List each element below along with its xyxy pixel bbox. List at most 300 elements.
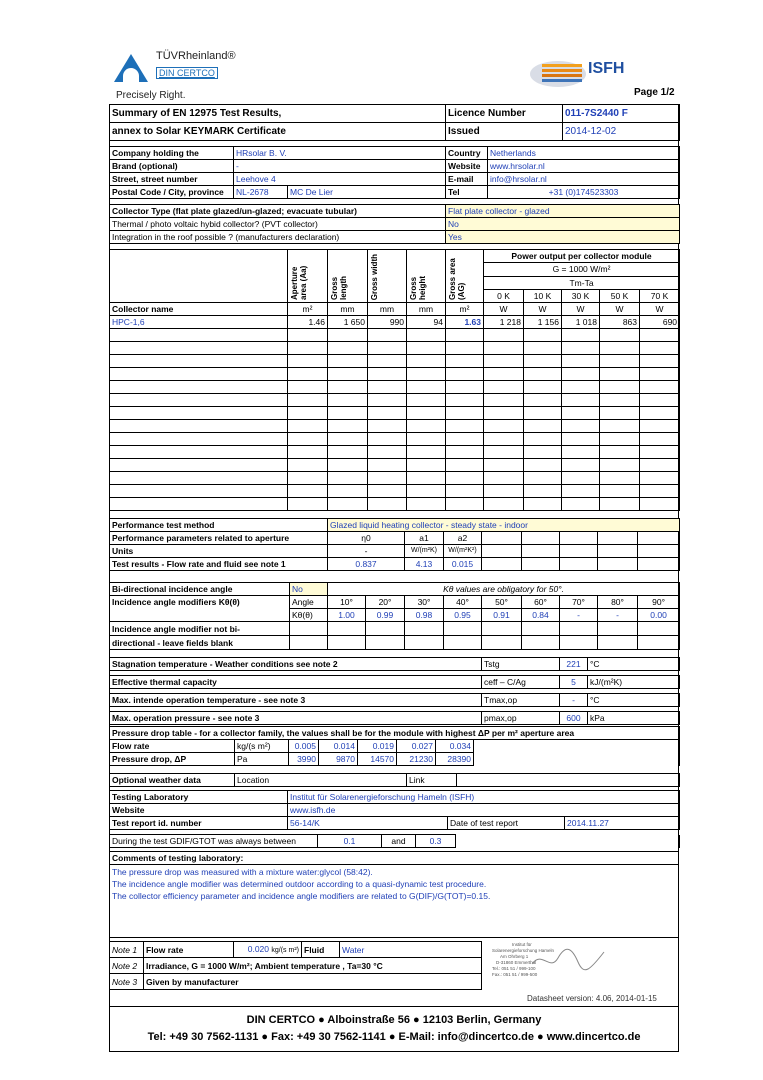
unit-cell: W [640,303,680,316]
collector-value-cell [328,355,368,368]
collector-name-cell [110,355,288,368]
note-2-text: Irradiance, G = 1000 W/m²; Ambient temperature , Ta=30 °C [144,958,482,974]
collector-value-cell [368,485,407,498]
param-eta0: η0 [328,532,405,545]
power-tmta: Tm-Ta [484,276,680,289]
flow-value-4: 0.027 [397,740,436,753]
collector-value-cell [328,394,368,407]
lab-stamp [484,942,604,986]
collector-name-cell [110,459,288,472]
collector-value-cell [446,355,484,368]
unit-cell: mm [407,303,446,316]
roof-label: Integration in the roof possible ? (manufacturers declaration) [110,231,446,244]
dp-value-4: 21230 [397,753,436,766]
collector-value-cell [640,472,680,485]
note-2-label: Note 2 [110,958,144,974]
collector-value-cell [288,381,328,394]
collector-value-cell [407,485,446,498]
tuv-logo-text: TÜVRheinland® [156,50,236,62]
collector-value-cell [446,446,484,459]
collector-row [110,420,680,433]
issued-label: Issued [446,123,563,141]
collector-value-cell [562,394,600,407]
collector-row [110,329,680,342]
collector-value-cell [368,394,407,407]
weather-block [109,773,680,787]
temp-2: 30 K [562,289,600,302]
collector-value-cell [600,342,640,355]
k-90: 0.00 [638,609,680,622]
isfh-sun-icon [528,52,588,90]
collector-value-cell [368,459,407,472]
dp-value-3: 14570 [358,753,397,766]
method-label: Performance test method [110,519,328,532]
collector-value-cell [368,472,407,485]
collector-name-cell [110,420,288,433]
collector-value-cell [640,381,680,394]
collector-value-cell [562,459,600,472]
collector-value-cell [600,446,640,459]
collector-value-cell [328,329,368,342]
collector-value-cell [600,329,640,342]
city-value: MC De Lier [288,186,446,199]
modifiers-label: Incidence angle modifiers Kθ(θ) [110,596,290,622]
note-1-label: Note 1 [110,942,144,958]
isfh-logo-text: ISFH [588,60,625,77]
collector-value-cell [446,472,484,485]
collector-name-cell [110,407,288,420]
unit-cell: m² [446,303,484,316]
gdif-high: 0.3 [416,835,456,848]
collector-value-cell [368,368,407,381]
collector-row [110,368,680,381]
collector-value-cell [288,342,328,355]
collector-value-cell: 1 018 [562,316,600,329]
angle-70: 70° [560,596,598,609]
stamp-line-3: Am Ohrberg 1 [500,954,529,959]
param-a2: a2 [444,532,482,545]
comment-line-2: The incidence angle modifier was determined outdoor according to a quasi-dynamic test procedure. [112,879,487,889]
angle-40: 40° [444,596,482,609]
collector-type-block [109,204,680,244]
collector-value-cell [328,342,368,355]
collector-value-cell [484,342,524,355]
k-label: Kθ(θ) [290,609,328,622]
collector-value-cell [562,355,600,368]
collector-value-cell [407,407,446,420]
collector-value-cell [484,368,524,381]
collector-row [110,394,680,407]
collector-value-cell [600,433,640,446]
note-1-text: Flow rate [144,942,234,958]
weather-label: Optional weather data [110,774,235,787]
collector-value-cell [407,459,446,472]
note-1-fluid-value: Water [340,942,482,958]
collector-value-cell [407,329,446,342]
flow-value-1: 0.005 [289,740,319,753]
result-a1: 4.13 [405,558,444,571]
angle-label: Angle [290,596,328,609]
street-value: Leehove 4 [234,173,446,186]
collector-value-cell [368,498,407,511]
collector-value-cell [600,420,640,433]
collector-table [109,249,680,511]
postal-value: NL-2678 [234,186,288,199]
flow-value-3: 0.019 [358,740,397,753]
report-label: Test report id. number [110,817,288,830]
collector-value-cell [446,420,484,433]
unit-a1: W/(m²K) [405,545,444,558]
collector-value-cell [368,420,407,433]
isfh-logo [528,52,638,90]
method-value: Glazed liquid heating collector - steady state - indoor [328,519,680,532]
temp-0: 0 K [484,289,524,302]
unit-a2: W/(m²K²) [444,545,482,558]
dp-value-1: 3990 [289,753,319,766]
issued-value: 2014-12-02 [563,123,680,141]
unit-cell: W [524,303,562,316]
iam-block [109,582,680,650]
collector-name-cell [110,472,288,485]
collector-value-cell [407,446,446,459]
angle-80: 80° [598,596,638,609]
collector-value-cell [562,498,600,511]
collector-value-cell [484,407,524,420]
unit-cell: mm [328,303,368,316]
note-3-text: Given by manufacturer [144,974,482,990]
collector-type-value: Flat plate collector - glazed [446,205,680,218]
collector-value-cell [328,498,368,511]
max-temp-label: Max. intende operation temperature - see note 3 [110,694,482,707]
collector-value-cell [640,446,680,459]
collector-value-cell [407,420,446,433]
collector-value-cell [600,472,640,485]
licence-label: Licence Number [446,105,563,123]
capacity-symbol: ceff – C/Ag [482,676,560,689]
collector-value-cell [328,433,368,446]
gdif-and: and [382,835,416,848]
collector-value-cell [288,329,328,342]
units-label: Units [110,545,328,558]
collector-name-cell: HPC-1,6 [110,316,288,329]
result-a2: 0.015 [444,558,482,571]
unit-cell: mm [368,303,407,316]
collector-name-cell [110,433,288,446]
weather-location: Location [235,774,407,787]
collector-value-cell [524,407,562,420]
country-value: Netherlands [488,147,680,160]
collector-value-cell [484,498,524,511]
collector-value-cell [407,498,446,511]
param-a1: a1 [405,532,444,545]
collector-value-cell [446,342,484,355]
stamp-line-4: D-31860 Emmerthal [496,960,537,965]
temp-3: 50 K [600,289,640,302]
collector-row [110,498,680,511]
collector-value-cell [288,407,328,420]
collector-value-cell: 94 [407,316,446,329]
collector-value-cell [288,446,328,459]
email-value: info@hrsolar.nl [488,173,680,186]
licence-value: 011-7S2440 F [563,105,680,123]
collector-value-cell [328,368,368,381]
max-pressure-unit: kPa [588,712,680,725]
collector-row [110,433,680,446]
collector-value-cell [562,342,600,355]
brand-label: Brand (optional) [110,160,234,173]
stamp-line-2: Solarenergieforschung Hameln [492,948,555,953]
collector-value-cell [562,472,600,485]
collector-row [110,355,680,368]
stamp-line-1: Institut für [512,942,532,947]
collector-value-cell [288,472,328,485]
collector-value-cell [640,485,680,498]
email-label: E-mail [446,173,488,186]
col-header-aperture: Aperture area (Aa) [290,265,308,300]
collector-value-cell [368,407,407,420]
stamp-line-5: Tel.: 051 51 / 999-100 [492,966,536,971]
unit-eta0: - [328,545,405,558]
capacity-label: Effective thermal capacity [110,676,482,689]
k-10: 1.00 [328,609,366,622]
collector-value-cell [640,394,680,407]
collector-name-label: Collector name [110,303,288,316]
lab-label: Testing Laboratory [110,791,288,804]
comments-block [109,851,679,938]
stagnation-label: Stagnation temperature - Weather conditions see note 2 [110,658,482,671]
collector-value-cell [562,420,600,433]
collector-value-cell [446,329,484,342]
angle-10: 10° [328,596,366,609]
flow-value-2: 0.014 [319,740,358,753]
tel-label: Tel [446,186,488,199]
collector-value-cell [600,368,640,381]
collector-value-cell [484,472,524,485]
collector-name-cell [110,329,288,342]
collector-value-cell [524,394,562,407]
collector-value-cell [640,342,680,355]
note-1-fluid-label: Fluid [302,942,340,958]
collector-value-cell [640,420,680,433]
capacity-unit: kJ/(m²K) [588,676,680,689]
collector-value-cell: 1.63 [446,316,484,329]
collector-value-cell [328,459,368,472]
collector-row [110,407,680,420]
collector-value-cell [407,355,446,368]
signature-icon [528,944,608,976]
temp-4: 70 K [640,289,680,302]
collector-value-cell [640,329,680,342]
collector-value-cell [446,459,484,472]
weather-link: Link [407,774,457,787]
k-50: 0.91 [482,609,522,622]
dp-value-2: 9870 [319,753,358,766]
country-label: Country [446,147,488,160]
collector-value-cell [446,498,484,511]
collector-value-cell [524,498,562,511]
gdif-label: During the test GDIF/GTOT was always between [110,835,318,848]
collector-value-cell: 863 [600,316,640,329]
k-80: - [598,609,638,622]
collector-value-cell [484,329,524,342]
summary-title-1: Summary of EN 12975 Test Results, [110,105,446,123]
note-1-unit: kg/(s m²) [271,946,299,954]
temp-1: 10 K [524,289,562,302]
gdif-low: 0.1 [318,835,382,848]
max-pressure-value: 600 [560,712,588,725]
comments-label: Comments of testing laboratory: [110,852,678,865]
collector-value-cell [484,420,524,433]
collector-value-cell [368,446,407,459]
collector-row [110,316,680,329]
max-pressure-label: Max. operation pressure - see note 3 [110,712,482,725]
dp-unit: Pa [235,753,289,766]
collector-row [110,485,680,498]
collector-value-cell [640,433,680,446]
footer-line-2: Tel: +49 30 7562-1131 ● Fax: +49 30 7562-1141 ● E-Mail: info@dincertco.de ● www.dincertco.de [147,1031,641,1043]
unit-cell: W [600,303,640,316]
collector-value-cell [484,433,524,446]
collector-value-cell: 1 156 [524,316,562,329]
max-temp-value: - [560,694,588,707]
collector-name-cell [110,446,288,459]
collector-value-cell [446,485,484,498]
stagnation-value: 221 [560,658,588,671]
col-header-height: Gross height [409,276,427,300]
collector-value-cell [446,433,484,446]
collector-value-cell [484,485,524,498]
tel-value: +31 (0)174523303 [488,186,680,199]
collector-value-cell [562,381,600,394]
collector-value-cell [600,498,640,511]
collector-row [110,381,680,394]
roof-value: Yes [446,231,680,244]
notes-block [109,941,482,990]
collector-value-cell [288,368,328,381]
company-holding-value: HRsolar B. V. [234,147,446,160]
website-value: www.hrsolar.nl [488,160,680,173]
collector-value-cell [368,329,407,342]
pressure-drop-block [109,726,680,766]
pressure-drop-title: Pressure drop table - for a collector family, the values shall be for the module with highest ΔP per m² aperture area [110,727,680,740]
collector-row [110,459,680,472]
collector-value-cell [524,420,562,433]
collector-value-cell [562,446,600,459]
collector-value-cell [288,433,328,446]
not-bidir-label-2: directional - leave fields blank [110,636,290,650]
collector-name-cell [110,394,288,407]
collector-value-cell [328,407,368,420]
collector-value-cell [368,433,407,446]
power-title: Power output per collector module [484,250,680,263]
summary-title-2: annex to Solar KEYMARK Certificate [110,123,446,141]
angle-30: 30° [405,596,444,609]
collector-row [110,446,680,459]
comment-line-1: The pressure drop was measured with a mixture water:glycol (58:42). [112,867,373,877]
collector-value-cell [368,355,407,368]
collector-value-cell [288,485,328,498]
company-holding-label: Company holding the [110,147,234,160]
stagnation-unit: °C [588,658,680,671]
max-pressure-symbol: pmax,op [482,712,560,725]
lab-block [109,790,680,830]
collector-value-cell [640,368,680,381]
flow-value-5: 0.034 [436,740,474,753]
collector-value-cell [640,459,680,472]
collector-value-cell [562,407,600,420]
collector-value-cell [368,342,407,355]
gdif-block [109,834,680,848]
collector-value-cell [288,498,328,511]
collector-value-cell [446,407,484,420]
capacity-value: 5 [560,676,588,689]
collector-value-cell [484,446,524,459]
max-temp-symbol: Tmax,op [482,694,560,707]
collector-value-cell [524,381,562,394]
collector-value-cell [562,485,600,498]
stagnation-symbol: Tstg [482,658,560,671]
params-label: Performance parameters related to aperture [110,532,328,545]
collector-value-cell [524,368,562,381]
collector-value-cell [446,381,484,394]
collector-row [110,342,680,355]
collector-value-cell [524,472,562,485]
summary-header [109,104,680,141]
results-label: Test results - Flow rate and fluid see note 1 [110,558,328,571]
collector-value-cell [407,381,446,394]
collector-value-cell [600,394,640,407]
collector-value-cell [600,355,640,368]
collector-value-cell [368,381,407,394]
max-temp-unit: °C [588,694,680,707]
collector-value-cell [288,355,328,368]
collector-name-cell [110,368,288,381]
collector-value-cell [328,420,368,433]
not-bidir-label-1: Incidence angle modifier not bi- [110,622,290,636]
pvt-value: No [446,218,680,231]
collector-value-cell [524,355,562,368]
collector-value-cell [484,381,524,394]
flow-label: Flow rate [110,740,235,753]
col-header-width: Gross width [370,253,379,300]
dincertco-logo-text: DIN CERTCO [156,67,218,79]
collector-value-cell [328,472,368,485]
lab-value: Institut für Solarenergieforschung Hameln (ISFH) [288,791,680,804]
k-30: 0.98 [405,609,444,622]
stamp-line-6: Fax.: 051 51 / 999-500 [492,972,538,977]
collector-value-cell [288,459,328,472]
collector-value-cell [484,459,524,472]
collector-value-cell [640,498,680,511]
collector-value-cell [288,394,328,407]
collector-name-cell [110,381,288,394]
angle-90: 90° [638,596,680,609]
collector-value-cell [640,355,680,368]
collector-value-cell [288,420,328,433]
collector-value-cell [562,329,600,342]
k-20: 0.99 [366,609,405,622]
comment-line-3: The collector efficiency parameter and incidence angle modifiers are related to G(DIF)/G(TOT)=0.15. [112,891,491,901]
dp-value-5: 28390 [436,753,474,766]
collector-value-cell [407,472,446,485]
collector-value-cell [524,342,562,355]
postal-label: Postal Code / City, province [110,186,234,199]
col-header-length: Gross length [330,276,348,300]
angle-50: 50° [482,596,522,609]
website-label: Website [446,160,488,173]
angle-20: 20° [366,596,405,609]
collector-value-cell: 1 650 [328,316,368,329]
